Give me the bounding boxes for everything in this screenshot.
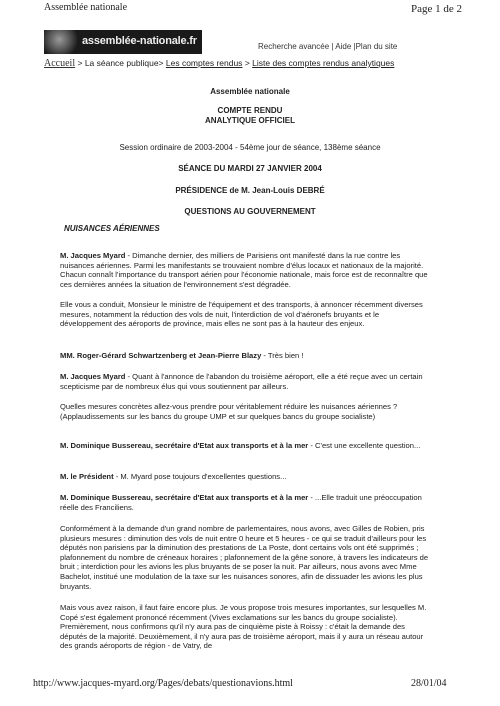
org-name: Assemblée nationale [210, 87, 290, 96]
paragraph [60, 251, 432, 289]
section-title: NUISANCES AÉRIENNES [64, 224, 160, 233]
site-banner[interactable] [44, 30, 202, 54]
paragraph [60, 402, 432, 421]
paragraph [60, 372, 432, 391]
speaker-name: M. le Président [60, 472, 114, 481]
report-title [0, 106, 500, 126]
chevron-right-icon: > [244, 58, 250, 68]
speaker-name: M. Jacques Myard [60, 372, 126, 381]
breadcrumb-item-liste[interactable]: Liste des comptes rendus analytiques [252, 58, 395, 68]
report-title-line2: ANALYTIQUE OFFICIEL [205, 116, 295, 125]
paragraph-text: Quelles mesures concrètes allez-vous prendre pour véritablement réduire les nuisances aériennes ? (Applaudissements sur les bancs du groupe UMP et sur quelques bancs du groupe socialiste) [60, 402, 398, 421]
paragraph-text: - Très bien ! [261, 351, 304, 360]
paragraph [60, 603, 432, 651]
presidence: PRÉSIDENCE de M. Jean-Louis DEBRÉ [175, 186, 325, 195]
print-header-site: Assemblée nationale [44, 2, 128, 13]
paragraph-text: - ...Elle traduit une préoccupation réelle des Franciliens. [60, 493, 422, 512]
speaker-name: MM. Roger-Gérard Schwartzenberg et Jean-Pierre Blazy [60, 351, 262, 360]
paragraph-text: Mais vous avez raison, il faut faire encore plus. Je vous propose trois mesures importantes, sur lesquelles M. Copé s'est également prononcé récemment (Vives exclamations sur les bancs du groupe socialiste). Premièrement, nous confirmons qu'il n'y aura pas de cinquième piste à Roissy : c'était la demande des députés de la majorité. Deuxièmement, il n'y aura pas de troisième aéroport, mais il y aura un réseau autour des grands aéroports de région - de Vatry, de [60, 603, 427, 651]
chevron-right-icon: > [77, 58, 83, 68]
paragraph [60, 472, 432, 482]
print-footer-date: 28/01/04 [411, 678, 447, 689]
paragraph-text: - C'est une excellente question... [308, 441, 421, 450]
speaker-name: M. Jacques Myard [60, 251, 126, 260]
sitemap-link[interactable]: Plan du site [355, 42, 398, 51]
paragraph [60, 300, 432, 329]
report-title-line1: COMPTE RENDU [217, 106, 283, 115]
seance-date: SÉANCE DU MARDI 27 JANVIER 2004 [178, 164, 322, 173]
top-links [258, 42, 397, 51]
paragraph-text: Conformément à la demande d'un grand nombre de parlementaires, nous avons, avec Gilles de Robien, pris plusieurs mesures : diminution des vols de nuit entre 0 heure et 5 heures - ce qui se traduit d'ailleurs pour les députés non parisiens par la diminution des prestations de La Poste, dont certains vols ont été supprimés ; plafonnement du nombre de créneaux horaires ; plafonnement de la gêne sonore, à travers les indicateurs de bruit ; interdiction pour les avions les plus bruyants de se poser la nuit. Par ailleurs, nous avons avec Mme Bachelot, institué une modulation de la taxe sur les nuisances sonores, afin de dissuader les avions les plus bruyants. [60, 524, 429, 591]
paragraph-text: - Dimanche dernier, des milliers de Parisiens ont manifesté dans la rue contre les nuisances aériennes. Parmi les manifestants se trouvaient nombre d'élus locaux et nationaux de la majorité. Chacun connaît l'importance du transport aérien pour l'économie nationale, mais force est de reconnaître que ces dernières années la situation de l'environnement s'est dégradée. [60, 251, 428, 289]
paragraph [60, 493, 432, 512]
advanced-search-link[interactable]: Recherche avancée [258, 42, 330, 51]
speaker-name: M. Dominique Bussereau, secrétaire d'Etat aux transports et à la mer [60, 493, 309, 502]
paragraph-text: - M. Myard pose toujours d'excellentes questions... [113, 472, 287, 481]
face-image-icon [44, 30, 78, 54]
paragraph [60, 351, 432, 361]
breadcrumb-home-link[interactable]: Accueil [44, 58, 76, 69]
paragraph [60, 524, 432, 591]
site-logo-text: assemblée-nationale.fr [82, 35, 197, 47]
questions-heading: QUESTIONS AU GOUVERNEMENT [184, 207, 316, 216]
paragraph-text: - Quant à l'annonce de l'abandon du troisième aéroport, elle a été reçue avec un certain scepticisme par de nombreux élus qui vous soutiennent par ailleurs. [60, 372, 423, 391]
separator: | [351, 42, 356, 51]
help-link[interactable]: Aide [335, 42, 352, 51]
session-info: Session ordinaire de 2003-2004 - 54ème jour de séance, 138ème séance [119, 143, 381, 152]
breadcrumb [44, 58, 394, 69]
breadcrumb-item-comptes-rendus[interactable]: Les comptes rendus [165, 58, 243, 68]
paragraph-text: Elle vous a conduit, Monsieur le ministre de l'équipement et des transports, à annoncer récemment diverses mesures, notamment la réduction des vols de nuit, l'interdiction de vol d'aéronefs bruyants et le développement des aéroports de province, mais elles ne sont pas à la hauteur des enjeux. [60, 300, 423, 329]
breadcrumb-item-seance[interactable]: La séance publique [84, 58, 159, 68]
print-header-page: Page 1 de 2 [411, 3, 463, 15]
speaker-name: M. Dominique Bussereau, secrétaire d'Etat aux transports et à la mer [60, 441, 309, 450]
print-footer-url: http://www.jacques-myard.org/Pages/debats/questionavions.html [33, 678, 293, 689]
separator: | [329, 42, 336, 51]
paragraph [60, 441, 432, 451]
chevron-right-icon: > [158, 58, 164, 68]
